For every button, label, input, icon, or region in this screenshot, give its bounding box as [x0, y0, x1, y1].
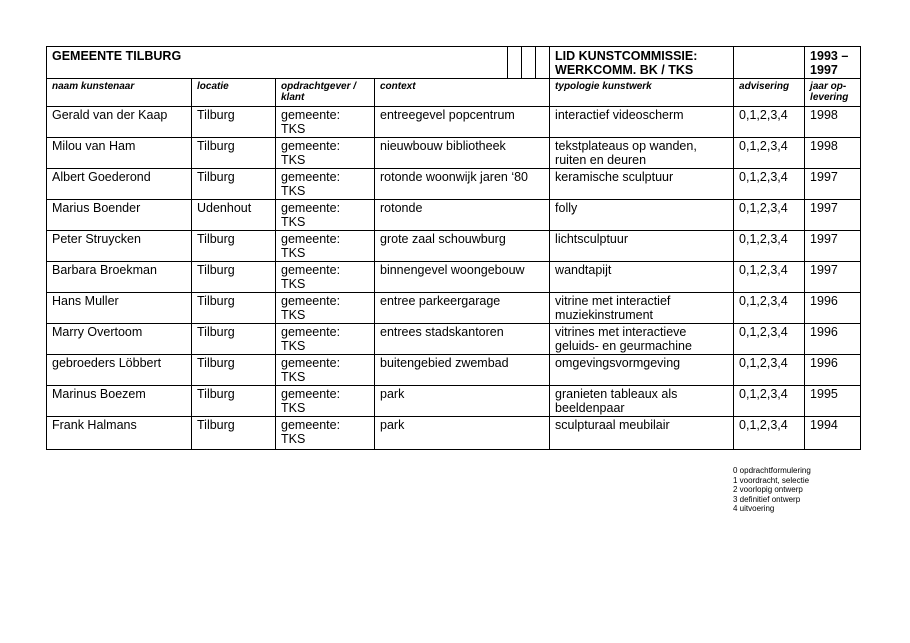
- client-cell: gemeente: TKS: [276, 355, 375, 386]
- commissions-table: [46, 46, 861, 450]
- year-cell: 1997: [805, 169, 861, 200]
- client-cell: gemeente: TKS: [276, 293, 375, 324]
- advice-cell: 0,1,2,3,4: [734, 417, 805, 450]
- column-header-row: [47, 79, 861, 107]
- advice-cell: 0,1,2,3,4: [734, 262, 805, 293]
- col-header-year: jaar op- levering: [805, 79, 861, 107]
- context-cell: grote zaal schouwburg: [375, 231, 550, 262]
- client-cell: gemeente: TKS: [276, 231, 375, 262]
- artist-cell: Gerald van der Kaap: [47, 107, 192, 138]
- artist-cell: Marry Overtoom: [47, 324, 192, 355]
- legend-item: 2 voorlopig ontwerp: [733, 485, 803, 494]
- advice-cell: 0,1,2,3,4: [734, 324, 805, 355]
- context-cell: rotonde: [375, 200, 550, 231]
- year-cell: 1997: [805, 200, 861, 231]
- period-cell: [805, 47, 861, 79]
- typology-cell: interactief videoscherm: [550, 107, 734, 138]
- title-row: [47, 47, 861, 79]
- location-cell: Tilburg: [192, 262, 276, 293]
- table-row: [47, 262, 861, 293]
- client-cell: gemeente: TKS: [276, 138, 375, 169]
- context-cell: park: [375, 417, 550, 450]
- client-cell: gemeente: TKS: [276, 200, 375, 231]
- year-cell: 1998: [805, 138, 861, 169]
- advice-cell: 0,1,2,3,4: [734, 231, 805, 262]
- context-cell: rotonde woonwijk jaren ‘80: [375, 169, 550, 200]
- table-row: [47, 138, 861, 169]
- client-cell: gemeente: TKS: [276, 169, 375, 200]
- typology-cell: folly: [550, 200, 734, 231]
- year-cell: 1997: [805, 262, 861, 293]
- advice-cell: 0,1,2,3,4: [734, 169, 805, 200]
- artist-cell: Milou van Ham: [47, 138, 192, 169]
- artist-cell: Barbara Broekman: [47, 262, 192, 293]
- typology-cell: granieten tableaux als beeldenpaar: [550, 386, 734, 417]
- col-header-advice: advisering: [734, 79, 805, 107]
- artist-cell: Frank Halmans: [47, 417, 192, 450]
- artist-cell: Peter Struycken: [47, 231, 192, 262]
- context-cell: park: [375, 386, 550, 417]
- artist-cell: Marius Boender: [47, 200, 192, 231]
- typology-cell: sculpturaal meubilair: [550, 417, 734, 450]
- typology-cell: omgevingsvormgeving: [550, 355, 734, 386]
- location-cell: Tilburg: [192, 293, 276, 324]
- location-cell: Tilburg: [192, 386, 276, 417]
- typology-cell: vitrines met interactieve geluids- en geurmachine: [550, 324, 734, 355]
- commission-line-1: LID KUNSTCOMMISSIE:: [555, 49, 698, 63]
- client-cell: gemeente: TKS: [276, 386, 375, 417]
- year-cell: 1995: [805, 386, 861, 417]
- municipality-title: GEMEENTE TILBURG: [52, 49, 182, 63]
- year-cell: 1996: [805, 324, 861, 355]
- advice-cell: 0,1,2,3,4: [734, 355, 805, 386]
- table-row: [47, 324, 861, 355]
- table-row: [47, 231, 861, 262]
- table-row: [47, 386, 861, 417]
- client-cell: gemeente: TKS: [276, 324, 375, 355]
- col-header-artist: naam kunstenaar: [47, 79, 192, 107]
- legend-item: 1 voordracht, selectie: [733, 475, 810, 485]
- table-row: [47, 293, 861, 324]
- location-cell: Udenhout: [192, 200, 276, 231]
- period-line-1: 1993 –: [810, 49, 849, 63]
- legend-item: 3 definitief ontwerp: [733, 494, 801, 504]
- commission-cell: [550, 47, 734, 79]
- artist-cell: gebroeders Löbbert: [47, 355, 192, 386]
- location-cell: Tilburg: [192, 417, 276, 450]
- context-cell: nieuwbouw bibliotheek: [375, 138, 550, 169]
- legend-item: 4 uitvoering: [733, 504, 775, 513]
- location-cell: Tilburg: [192, 231, 276, 262]
- table-row: [47, 417, 861, 450]
- location-cell: Tilburg: [192, 355, 276, 386]
- title-empty-cell: [734, 47, 805, 79]
- advice-cell: 0,1,2,3,4: [734, 200, 805, 231]
- year-cell: 1996: [805, 293, 861, 324]
- location-cell: Tilburg: [192, 169, 276, 200]
- typology-cell: keramische sculptuur: [550, 169, 734, 200]
- client-cell: gemeente: TKS: [276, 107, 375, 138]
- artist-cell: Hans Muller: [47, 293, 192, 324]
- typology-cell: tekstplateaus op wanden, ruiten en deuren: [550, 138, 734, 169]
- context-cell: entrees stadskantoren: [375, 324, 550, 355]
- context-cell: entreegevel popcentrum: [375, 107, 550, 138]
- advice-cell: 0,1,2,3,4: [734, 138, 805, 169]
- col-header-client: opdrachtgever / klant: [276, 79, 375, 107]
- advice-cell: 0,1,2,3,4: [734, 386, 805, 417]
- col-header-typology: typologie kunstwerk: [550, 79, 734, 107]
- context-cell: binnengevel woongebouw: [375, 262, 550, 293]
- artist-cell: Marinus Boezem: [47, 386, 192, 417]
- advice-cell: 0,1,2,3,4: [734, 107, 805, 138]
- artist-cell: Albert Goederond: [47, 169, 192, 200]
- client-cell: gemeente: TKS: [276, 262, 375, 293]
- table-body: [47, 107, 861, 450]
- typology-cell: wandtapijt: [550, 262, 734, 293]
- location-cell: Tilburg: [192, 324, 276, 355]
- year-cell: 1998: [805, 107, 861, 138]
- context-cell: entree parkeergarage: [375, 293, 550, 324]
- table-row: [47, 355, 861, 386]
- table-row: [47, 107, 861, 138]
- year-cell: 1996: [805, 355, 861, 386]
- context-cell: buitengebied zwembad: [375, 355, 550, 386]
- title-spacer-cells: [507, 47, 549, 78]
- year-cell: 1994: [805, 417, 861, 450]
- col-header-context: context: [375, 79, 550, 107]
- table-row: [47, 200, 861, 231]
- municipality-cell: [47, 47, 550, 79]
- client-cell: gemeente: TKS: [276, 417, 375, 450]
- typology-cell: vitrine met interactief muziekinstrument: [550, 293, 734, 324]
- commission-line-2: WERKCOMM. BK / TKS: [555, 63, 694, 77]
- advice-cell: 0,1,2,3,4: [734, 293, 805, 324]
- legend-item: 0 opdrachtformulering: [733, 466, 811, 475]
- period-line-2: 1997: [810, 63, 838, 77]
- year-cell: 1997: [805, 231, 861, 262]
- typology-cell: lichtsculptuur: [550, 231, 734, 262]
- location-cell: Tilburg: [192, 107, 276, 138]
- advice-legend: [733, 466, 811, 514]
- table-row: [47, 169, 861, 200]
- col-header-location: locatie: [192, 79, 276, 107]
- location-cell: Tilburg: [192, 138, 276, 169]
